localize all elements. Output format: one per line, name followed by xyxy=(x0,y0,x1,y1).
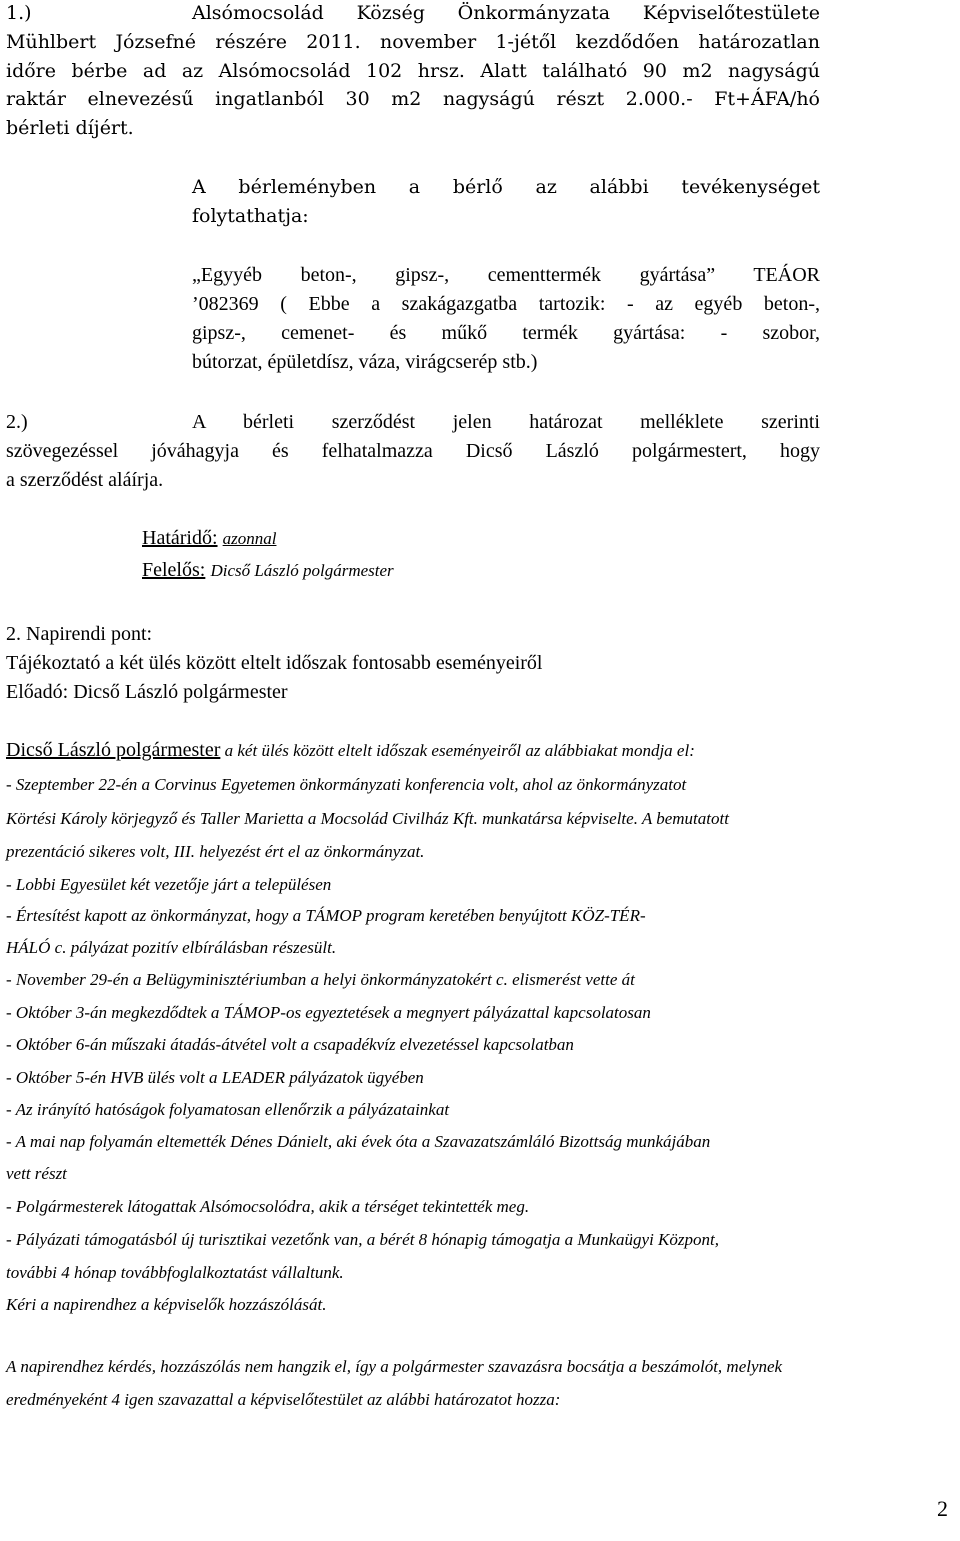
paragraph-line: Mühlbert Józsefné részére 2011. november 1-jétől kezdődően határozatlan xyxy=(6,31,820,53)
report-line: vett részt xyxy=(6,1164,67,1183)
report-line: - Értesítést kapott az önkormányzat, hogy a TÁMOP program keretében benyújtott KÖZ-TÉR- xyxy=(6,906,646,925)
responsible-label: Felelős: xyxy=(142,559,206,581)
page-number: 2 xyxy=(937,1496,948,1521)
responsible-value: Dicső László polgármester xyxy=(210,561,394,580)
paragraph-line: Alsómocsolád Község Önkormányzata Képviselőtestülete xyxy=(192,2,820,24)
deadline-label: Határidő: xyxy=(142,527,218,549)
report-line: - Október 3-án megkezdődtek a TÁMOP-os egyeztetések a megnyert pályázattal kapcsolatosan xyxy=(6,1003,651,1022)
report-line: - A mai nap folyamán eltemették Dénes Dánielt, aki évek óta a Szavazatszámláló Bizottság munkájában xyxy=(6,1132,711,1151)
report-line: HÁLÓ c. pályázat pozitív elbírálásban részesült. xyxy=(6,938,337,957)
paragraph-line: A bérleti szerződést jelen határozat melléklete szerinti xyxy=(192,411,820,433)
report-line: - Az irányító hatóságok folyamatosan ellenőrzik a pályázatainkat xyxy=(6,1100,450,1119)
agenda-title: Tájékoztató a két ülés között eltelt időszak fontosabb eseményeiről xyxy=(6,652,543,674)
report-intro-text: a két ülés között eltelt időszak eseményeiről az alábbiakat mondja el: xyxy=(220,741,695,760)
quote-line: gipsz-, cemenet- és műkő termék gyártása: - szobor, xyxy=(192,322,820,344)
report-line: Körtési Károly körjegyző és Taller Marietta a Mocsolád Civilház Kft. munkatársa képviselte. A bemutatott xyxy=(6,809,729,828)
closing-line: eredményeként 4 igen szavazattal a képviselőtestület az alábbi határozatot hozza: xyxy=(6,1390,561,1409)
deadline-value: azonnal xyxy=(222,529,277,548)
quote-line: „Egyyéb beton-, gipsz-, cementtermék gyártása” TEÁOR xyxy=(192,264,820,286)
item-number: 1.) xyxy=(6,2,32,24)
report-line: Kéri a napirendhez a képviselők hozzászólását. xyxy=(6,1295,327,1314)
report-intro xyxy=(6,740,695,760)
paragraph-line: a szerződést aláírja. xyxy=(6,469,164,491)
paragraph-line: raktár elnevezésű ingatlanból 30 m2 nagyságú részt 2.000.- Ft+ÁFA/hó xyxy=(6,88,820,110)
quote-line: bútorzat, épületdísz, váza, virágcserép stb.) xyxy=(192,351,538,373)
report-line: - Október 5-én HVB ülés volt a LEADER pályázatok ügyében xyxy=(6,1068,424,1087)
report-line: - Lobbi Egyesület két vezetője járt a településen xyxy=(6,875,332,894)
paragraph-line: időre bérbe ad az Alsómocsolád 102 hrsz. Alatt található 90 m2 nagyságú xyxy=(6,60,820,82)
activity-line: folytathatja: xyxy=(192,205,309,227)
report-line: - Szeptember 22-én a Corvinus Egyetemen önkormányzati konferencia volt, ahol az önkormányzatot xyxy=(6,775,687,794)
report-line: további 4 hónap továbbfoglalkoztatást vállaltunk. xyxy=(6,1263,344,1282)
deadline-row xyxy=(142,528,276,548)
responsible-row xyxy=(142,560,394,580)
agenda-presenter: Előadó: Dicső László polgármester xyxy=(6,681,288,703)
speaker-name: Dicső László polgármester xyxy=(6,739,221,761)
activity-line: A bérleményben a bérlő az alábbi tevékenységet xyxy=(192,176,820,198)
paragraph-line: bérleti díjért. xyxy=(6,117,134,139)
agenda-heading: 2. Napirendi pont: xyxy=(6,623,153,645)
closing-line: A napirendhez kérdés, hozzászólás nem hangzik el, így a polgármester szavazásra bocsátja a beszámolót, melynek xyxy=(6,1357,783,1376)
report-line: - Polgármesterek látogattak Alsómocsolódra, akik a térséget tekintették meg. xyxy=(6,1197,530,1216)
report-line: - Pályázati támogatásból új turisztikai vezetőnk van, a bérét 8 hónapig támogatja a Munkaügyi Központ, xyxy=(6,1230,719,1249)
report-line: - November 29-én a Belügyminisztériumban a helyi önkormányzatokért c. elismerést vette át xyxy=(6,970,635,989)
paragraph-line: szövegezéssel jóváhagyja és felhatalmazza Dicső László polgármestert, hogy xyxy=(6,440,820,462)
quote-line: ’082369 ( Ebbe a szakágazgatba tartozik: - az egyéb beton-, xyxy=(192,293,820,315)
report-line: - Október 6-án műszaki átadás-átvétel volt a csapadékvíz elvezetéssel kapcsolatban xyxy=(6,1035,574,1054)
item-number: 2.) xyxy=(6,411,28,433)
report-line: prezentáció sikeres volt, III. helyezést ért el az önkormányzat. xyxy=(6,842,425,861)
